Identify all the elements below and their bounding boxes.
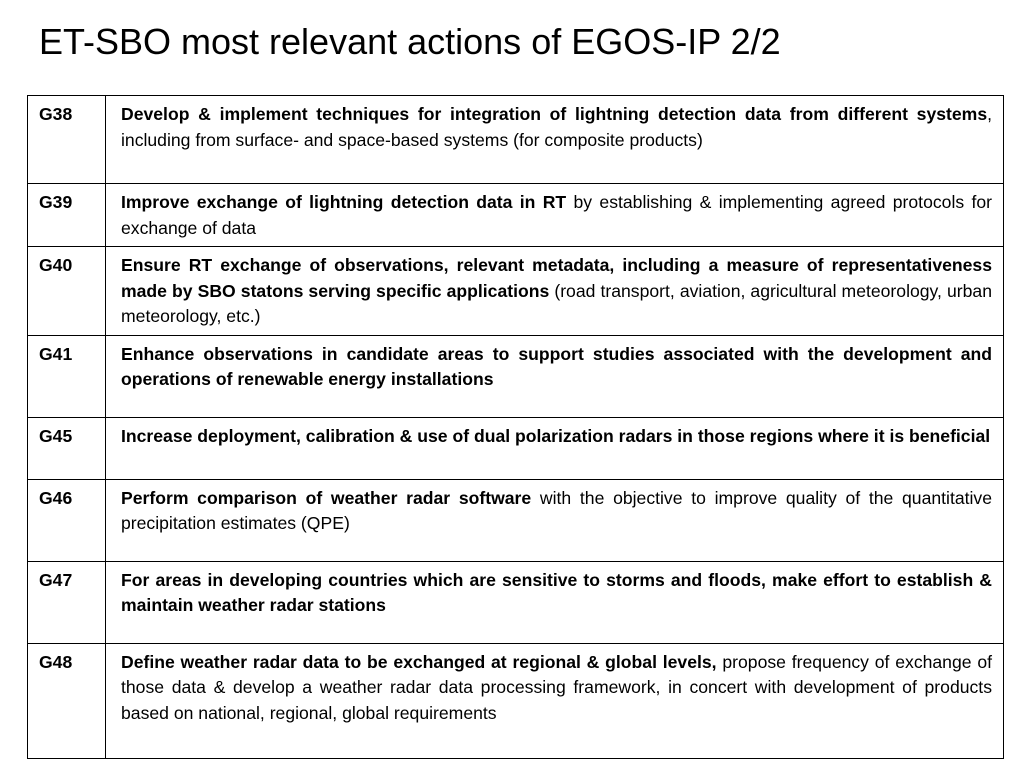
table-row bbox=[28, 417, 1004, 479]
action-detail: , including from surface- and space-based systems (for composite products) bbox=[121, 104, 992, 150]
action-code: G48 bbox=[28, 643, 106, 758]
action-title: Increase deployment, calibration & use of dual polarization radars in those regions where it is beneficial bbox=[121, 425, 991, 446]
action-title: Perform comparison of weather radar software bbox=[121, 487, 532, 508]
action-description bbox=[106, 247, 1004, 336]
table-row bbox=[28, 247, 1004, 336]
table-row bbox=[28, 561, 1004, 643]
table-row bbox=[28, 643, 1004, 758]
action-title: Define weather radar data to be exchanged at regional & global levels, bbox=[121, 651, 717, 672]
action-detail: with the objective to improve quality of the quantitative precipitation estimates (QPE) bbox=[121, 487, 992, 533]
action-detail: by establishing & implementing agreed protocols for exchange of data bbox=[121, 192, 992, 238]
action-title: Ensure RT exchange of observations, relevant metadata, including a measure of representativeness made by SBO statons serving specific applications bbox=[121, 255, 992, 301]
action-description bbox=[106, 561, 1004, 643]
action-description bbox=[106, 643, 1004, 758]
slide-title: ET-SBO most relevant actions of EGOS-IP 2/2 bbox=[39, 21, 781, 62]
action-title: Develop & implement techniques for integration of lightning detection data from different systems bbox=[121, 104, 988, 124]
table-row bbox=[28, 335, 1004, 417]
action-code: G46 bbox=[28, 479, 106, 561]
action-code: G47 bbox=[28, 561, 106, 643]
table-row bbox=[28, 184, 1004, 247]
action-code: G38 bbox=[28, 96, 106, 184]
action-description bbox=[106, 335, 1004, 417]
action-title: Improve exchange of lightning detection data in RT bbox=[121, 192, 567, 212]
action-description bbox=[106, 96, 1004, 184]
action-description bbox=[106, 417, 1004, 479]
action-code: G40 bbox=[28, 247, 106, 336]
action-title: Enhance observations in candidate areas to support studies associated with the development and operations of renewable energy installations bbox=[121, 343, 992, 389]
action-title: For areas in developing countries which are sensitive to storms and floods, make effort to establish & maintain weather radar stations bbox=[121, 569, 992, 615]
action-description bbox=[106, 479, 1004, 561]
action-code: G39 bbox=[28, 184, 106, 247]
table-row bbox=[28, 96, 1004, 184]
action-code: G45 bbox=[28, 417, 106, 479]
action-code: G41 bbox=[28, 335, 106, 417]
action-detail: propose frequency of exchange of those data & develop a weather radar data processing framework, in concert with development of products based on national, regional, global requirements bbox=[121, 651, 992, 723]
action-description bbox=[106, 184, 1004, 247]
table-row bbox=[28, 479, 1004, 561]
action-detail: (road transport, aviation, agricultural meteorology, urban meteorology, etc.) bbox=[121, 280, 992, 326]
actions-table bbox=[27, 95, 1004, 759]
